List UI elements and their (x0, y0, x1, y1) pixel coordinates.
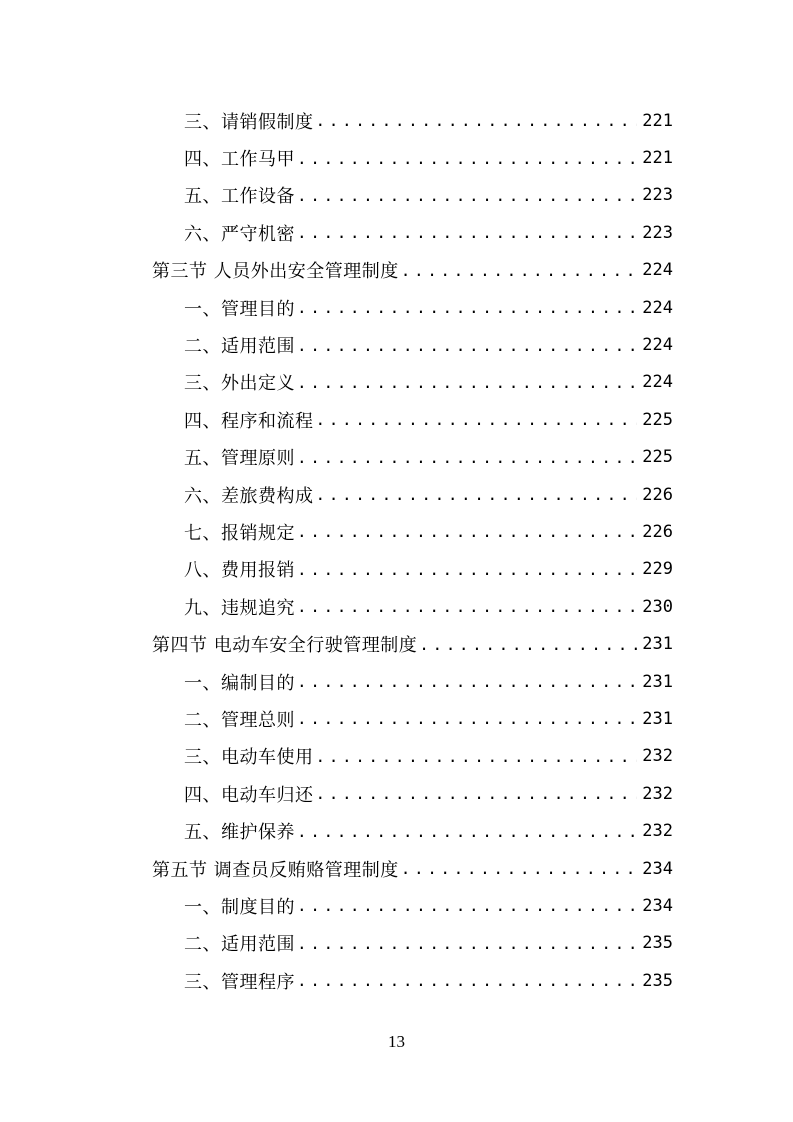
toc-entry-page-number: 224 (642, 260, 673, 281)
toc-dot-leader (419, 635, 637, 654)
toc-entry-title: 第三节 人员外出安全管理制度 (152, 261, 399, 283)
toc-dot-leader (401, 261, 637, 280)
toc-entry-title: 一、制度目的 (184, 896, 295, 918)
toc-subsection-entry[interactable] (0, 700, 793, 737)
toc-entry-title: 二、管理总则 (184, 709, 295, 731)
toc-entry-title: 一、管理目的 (184, 298, 295, 320)
toc-entry-page-number: 232 (642, 746, 673, 767)
toc-subsection-entry[interactable] (0, 401, 793, 438)
toc-dot-leader (297, 896, 637, 915)
toc-subsection-entry[interactable] (0, 663, 793, 700)
toc-subsection-entry[interactable] (0, 551, 793, 588)
toc-entry-page-number: 235 (642, 933, 673, 954)
toc-entry-title: 六、严守机密 (184, 223, 295, 245)
toc-entry-title: 九、违规追究 (184, 597, 295, 619)
toc-dot-leader (297, 934, 637, 953)
toc-entry-page-number: 235 (642, 970, 673, 991)
toc-entry-title: 三、外出定义 (184, 373, 295, 395)
toc-dot-leader (297, 298, 637, 317)
toc-dot-leader (297, 597, 637, 616)
toc-entry-page-number: 226 (642, 484, 673, 505)
toc-entry-page-number: 226 (642, 521, 673, 542)
toc-subsection-entry[interactable] (0, 925, 793, 962)
toc-entry-page-number: 221 (642, 110, 673, 131)
toc-section-entry[interactable] (0, 625, 793, 662)
toc-entry-page-number: 223 (642, 222, 673, 243)
toc-entry-title: 五、工作设备 (184, 186, 295, 208)
toc-subsection-entry[interactable] (0, 962, 793, 999)
toc-entry-page-number: 231 (642, 671, 673, 692)
toc-entry-title: 三、管理程序 (184, 971, 295, 993)
toc-entry-page-number: 231 (642, 708, 673, 729)
toc-section-entry[interactable] (0, 850, 793, 887)
toc-section-entry[interactable] (0, 252, 793, 289)
toc-entry-title: 七、报销规定 (184, 522, 295, 544)
toc-subsection-entry[interactable] (0, 102, 793, 139)
toc-entry-title: 二、适用范围 (184, 336, 295, 358)
toc-dot-leader (297, 336, 637, 355)
toc-entry-title: 六、差旅费构成 (184, 485, 314, 507)
toc-entry-title: 五、维护保养 (184, 822, 295, 844)
toc-dot-leader (316, 747, 638, 766)
toc-entry-page-number: 234 (642, 895, 673, 916)
toc-entry-page-number: 224 (642, 335, 673, 356)
toc-entry-page-number: 225 (642, 447, 673, 468)
toc-subsection-entry[interactable] (0, 588, 793, 625)
toc-entry-page-number: 223 (642, 185, 673, 206)
table-of-contents (0, 102, 793, 999)
toc-subsection-entry[interactable] (0, 738, 793, 775)
toc-subsection-entry[interactable] (0, 214, 793, 251)
toc-subsection-entry[interactable] (0, 439, 793, 476)
toc-subsection-entry[interactable] (0, 139, 793, 176)
toc-dot-leader (316, 485, 638, 504)
toc-entry-page-number: 224 (642, 297, 673, 318)
toc-dot-leader (316, 111, 638, 130)
toc-dot-leader (297, 448, 637, 467)
toc-dot-leader (401, 859, 637, 878)
toc-entry-page-number: 224 (642, 372, 673, 393)
toc-dot-leader (316, 784, 638, 803)
toc-entry-page-number: 225 (642, 409, 673, 430)
toc-entry-title: 第五节 调查员反贿赂管理制度 (152, 859, 399, 881)
toc-entry-title: 第四节 电动车安全行驶管理制度 (152, 635, 418, 657)
toc-subsection-entry[interactable] (0, 812, 793, 849)
toc-entry-title: 四、电动车归还 (184, 784, 314, 806)
toc-dot-leader (297, 672, 637, 691)
toc-entry-title: 五、管理原则 (184, 448, 295, 470)
toc-dot-leader (297, 149, 637, 168)
toc-subsection-entry[interactable] (0, 887, 793, 924)
toc-entry-title: 一、编制目的 (184, 672, 295, 694)
toc-dot-leader (297, 709, 637, 728)
toc-dot-leader (297, 522, 637, 541)
toc-subsection-entry[interactable] (0, 775, 793, 812)
toc-subsection-entry[interactable] (0, 364, 793, 401)
page-number: 13 (388, 1032, 405, 1051)
toc-entry-title: 二、适用范围 (184, 934, 295, 956)
toc-subsection-entry[interactable] (0, 289, 793, 326)
toc-dot-leader (297, 223, 637, 242)
toc-entry-page-number: 234 (642, 858, 673, 879)
toc-entry-title: 三、电动车使用 (184, 747, 314, 769)
toc-dot-leader (297, 373, 637, 392)
toc-dot-leader (316, 410, 638, 429)
toc-entry-page-number: 230 (642, 596, 673, 617)
toc-dot-leader (297, 186, 637, 205)
toc-entry-page-number: 232 (642, 783, 673, 804)
toc-subsection-entry[interactable] (0, 513, 793, 550)
toc-dot-leader (297, 822, 637, 841)
toc-subsection-entry[interactable] (0, 326, 793, 363)
toc-entry-title: 八、费用报销 (184, 560, 295, 582)
toc-entry-page-number: 232 (642, 821, 673, 842)
toc-entry-title: 三、请销假制度 (184, 111, 314, 133)
toc-entry-page-number: 229 (642, 559, 673, 580)
toc-entry-page-number: 231 (642, 634, 673, 655)
toc-entry-title: 四、程序和流程 (184, 410, 314, 432)
toc-dot-leader (297, 560, 637, 579)
toc-subsection-entry[interactable] (0, 177, 793, 214)
toc-entry-title: 四、工作马甲 (184, 149, 295, 171)
toc-entry-page-number: 221 (642, 148, 673, 169)
toc-dot-leader (297, 971, 637, 990)
toc-subsection-entry[interactable] (0, 476, 793, 513)
